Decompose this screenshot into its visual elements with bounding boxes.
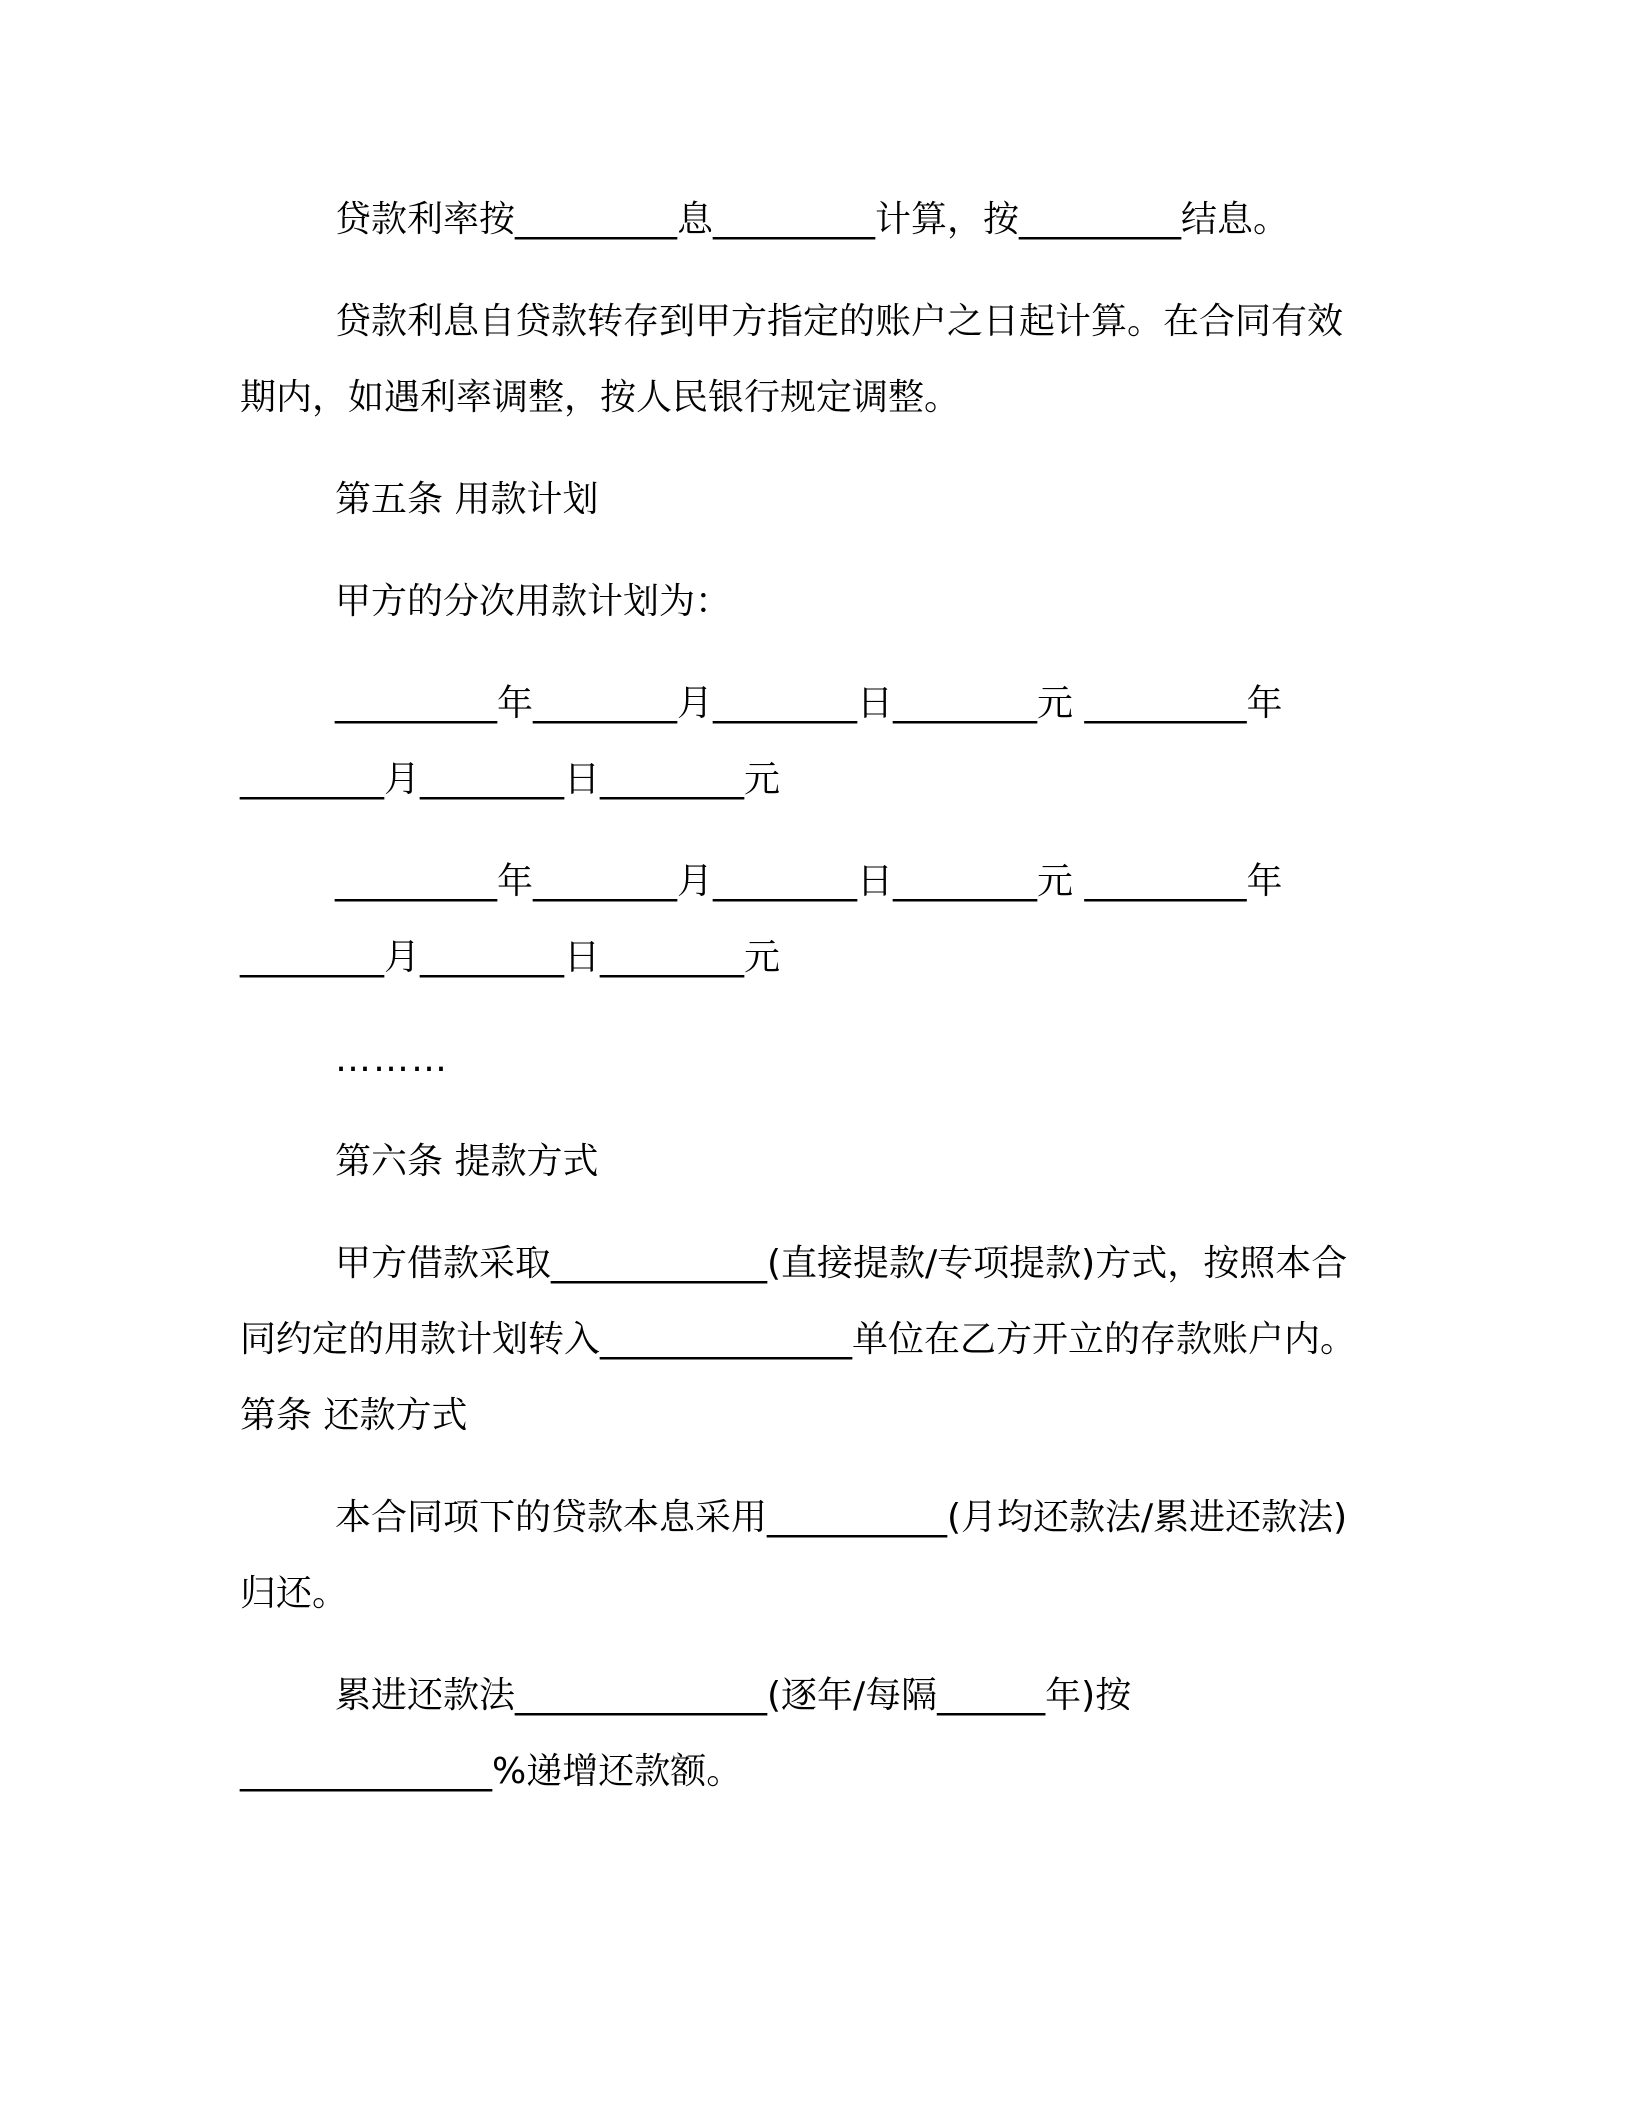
- article-6-heading: 第六条 提款方式: [335, 1141, 599, 1182]
- interest-calc-line-2: 期内，如遇利率调整，按人民银行规定调整。: [240, 377, 961, 418]
- progressive-line-2: ______________%递增还款额。: [240, 1751, 743, 1792]
- plan-row-1b: ________月________日________元: [240, 759, 780, 800]
- repayment-heading: 第条 还款方式: [240, 1395, 468, 1436]
- plan-row-2b: ________月________日________元: [240, 937, 780, 978]
- plan-row-1a: _________年________月________日________元 _________年: [335, 683, 1283, 724]
- ellipsis: ………: [335, 1039, 449, 1080]
- plan-intro: 甲方的分次用款计划为：: [335, 581, 732, 622]
- interest-calc-line-1: 贷款利息自贷款转存到甲方指定的账户之日起计算。在合同有效: [335, 301, 1344, 342]
- plan-row-2a: _________年________月________日________元 _________年: [335, 861, 1283, 902]
- progressive-line-1: 累进还款法______________(逐年/每隔______年)按: [335, 1675, 1132, 1716]
- withdrawal-line-2: 同约定的用款计划转入______________单位在乙方开立的存款账户内。: [240, 1319, 1357, 1360]
- interest-rate-line: 贷款利率按_________息_________计算，按_________结息。: [335, 199, 1290, 240]
- article-5-heading: 第五条 用款计划: [335, 479, 599, 520]
- repayment-line-2: 归还。: [240, 1573, 349, 1614]
- repayment-line-1: 本合同项下的贷款本息采用__________(月均还款法/累进还款法): [335, 1497, 1348, 1538]
- withdrawal-line-1: 甲方借款采取____________(直接提款/专项提款)方式，按照本合: [335, 1243, 1348, 1284]
